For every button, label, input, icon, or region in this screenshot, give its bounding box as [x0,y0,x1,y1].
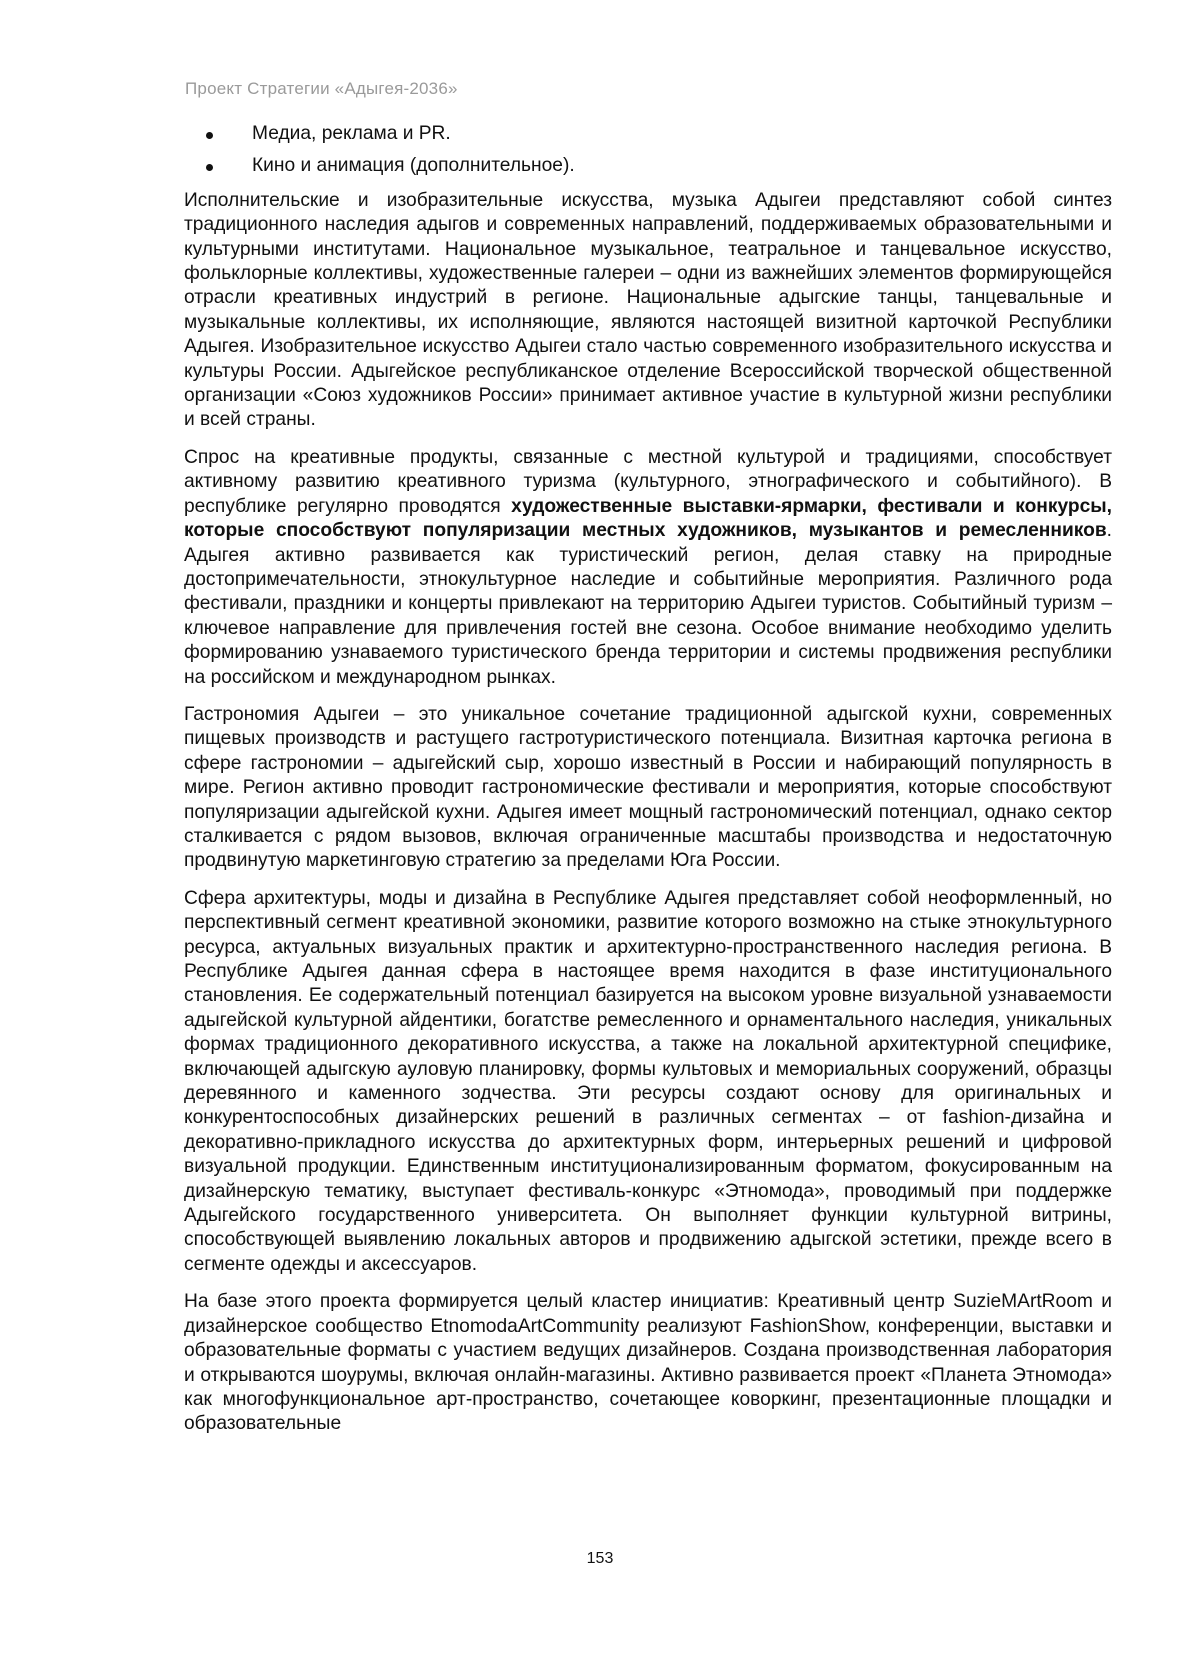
paragraph-performing-arts: Исполнительские и изобразительные искусства, музыка Адыгеи представляют собой синтез традиционного наследия адыгов и современных направлений, поддерживаемых образовательными и культурными институтами. Национальное музыкальное, театральное и танцевальное искусство, фольклорные коллективы, художественные галереи – одни из важнейших элементов формирующейся отрасли креативных индустрий в регионе. Национальные адыгские танцы, танцевальные и музыкальные коллективы, их исполняющие, являются настоящей визитной карточкой Республики Адыгея. Изобразительное искусство Адыгеи стало частью современного изобразительного искусства и культуры России. Адыгейское республиканское отделение Всероссийской творческой общественной организации «Союз художников России» принимает активное участие в культурной жизни республики и всей страны. [184,189,1112,431]
paragraph-etnomoda-cluster: На базе этого проекта формируется целый кластер инициатив: Креативный центр SuzieMArtRoom и дизайнерское сообщество EtnomodaArtCommunity реализуют FashionShow, конференции, выставки и образовательные форматы с участием ведущих дизайнеров. Создана производственная лаборатория и открываются шоурумы, включая онлайн-магазины. Активно развивается проект «Планета Этномода» как многофункциональное арт-пространство, сочетающее коворкинг, презентационные площадки и образовательные [184,1291,1112,1435]
list-item [184,154,1112,178]
page-number: 153 [586,1550,614,1567]
paragraph-gastronomy: Гастрономия Адыгеи – это уникальное сочетание традиционной адыгской кухни, современных пищевых производств и растущего гастротуристического потенциала. Визитная карточка региона в сфере гастрономии – адыгейский сыр, хорошо известный в России и набирающий популярность в мире. Регион активно проводит гастрономические фестивали и мероприятия, которые способствуют популяризации адыгейской кухни. Адыгея имеет мощный гастрономический потенциал, однако сектор сталкивается с рядом вызовов, включая ограниченные масштабы производства и недостаточную продвинутую маркетинговую стратегию за пределами Юга России. [184,703,1112,872]
list-item-text: Медиа, реклама и PR. [252,123,451,144]
running-header: Проект Стратегии «Адыгея-2036» [185,79,458,98]
bullet-icon [206,132,213,139]
paragraph-bold-emphasis: художественные выставки-ярмарки, фестивали и конкурсы, которые способствуют популяризации местных художников, музыкантов и ремесленников [184,495,1113,542]
paragraph-text: Спрос на креативные продукты, связанные с местной культурой и традициями, способствует активному развитию креативного туризма (культурного, этнографического и событийного). В республике регулярно проводятся [184,446,1112,517]
paragraph-creative-tourism [184,446,1112,690]
paragraph-text: . Адыгея активно развивается как туристический регион, делая ставку на природные достопримечательности, этнокультурное наследие и событийные мероприятия. Различного рода фестивали, праздники и концерты привлекают на территорию Адыгеи туристов. Событийный туризм – ключевое направление для привлечения гостей вне сезона. Особое внимание необходимо уделить формированию узнаваемого туристического бренда территории и системы продвижения республики на российском и международном рынках. [184,520,1112,688]
page-body [184,122,1112,1450]
list-item [184,122,1112,146]
list-item-text: Кино и анимация (дополнительное). [252,155,575,177]
paragraph-architecture-design: Сфера архитектуры, моды и дизайна в Республике Адыгея представляет собой неоформленный, но перспективный сегмент креативной экономики, развитие которого возможно на стыке этнокультурного ресурса, актуальных визуальных практик и архитектурно-пространственного наследия региона. В Республике Адыгея данная сфера в настоящее время находится в фазе институционального становления. Ее содержательный потенциал базируется на высоком уровне визуальной узнаваемости адыгейской культурной айдентики, богатстве ремесленного и орнаментального наследия, уникальных формах традиционного декоративного искусства, а также на локальной архитектурной специфике, включающей адыгскую ауловую планировку, формы культовых и мемориальных сооружений, образцы деревянного и каменного зодчества. Эти ресурсы создают основу для оригинальных и конкурентоспособных дизайнерских решений в различных сегментах – от fashion-дизайна и декоративно-прикладного искусства до архитектурных форм, интерьерных решений и цифровой визуальной продукции. Единственным институционализированным форматом, фокусированным на дизайнерскую тематику, выступает фестиваль-конкурс «Этномода», проводимый при поддержке Адыгейского государственного университета. Он выполняет функции культурной витрины, способствующей выявлению локальных авторов и продвижению адыгской эстетики, прежде всего в сегменте одежды и аксессуаров. [184,887,1112,1275]
bullet-icon [206,164,213,171]
bullet-list [184,122,1112,179]
